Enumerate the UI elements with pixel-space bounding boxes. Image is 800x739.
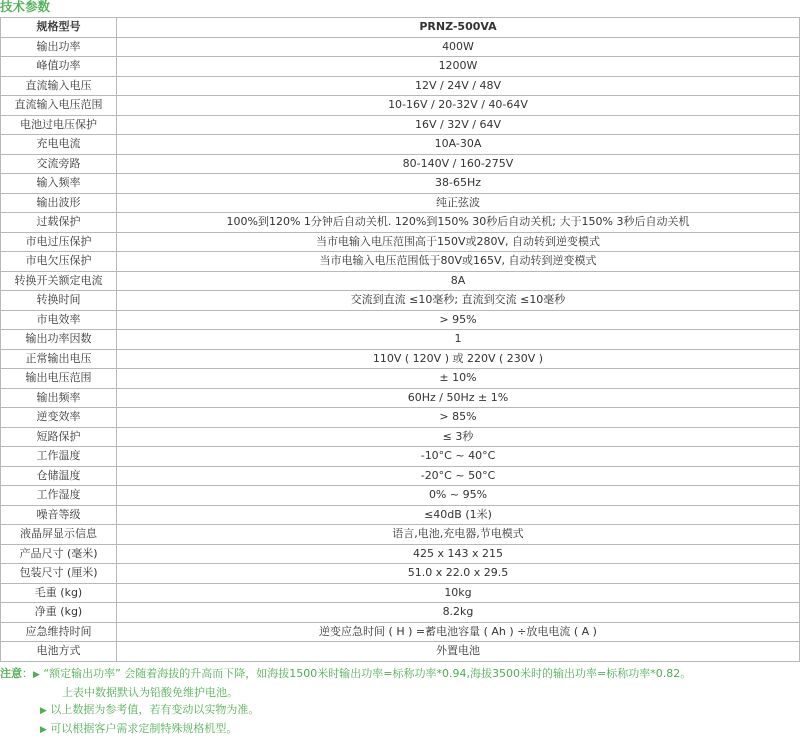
spec-label: 工作温度 [1, 447, 117, 467]
spec-value: 当市电输入电压范围低于80V或165V, 自动转到逆变模式 [117, 252, 800, 272]
table-row [1, 135, 800, 155]
spec-label: 应急维持时间 [1, 622, 117, 642]
table-row [1, 388, 800, 408]
spec-value: 110V ( 120V ) 或 220V ( 230V ) [117, 349, 800, 369]
spec-value: 100%到120% 1分钟后自动关机. 120%到150% 30秒后自动关机; 大于150% 3秒后自动关机 [117, 213, 800, 233]
spec-label: 仓储温度 [1, 466, 117, 486]
spec-label: 市电效率 [1, 310, 117, 330]
table-row [1, 115, 800, 135]
table-row [1, 174, 800, 194]
spec-value: 当市电输入电压范围高于150V或280V, 自动转到逆变模式 [117, 232, 800, 252]
spec-label: 液晶屏显示信息 [1, 525, 117, 545]
spec-label: 逆变效率 [1, 408, 117, 428]
table-row [1, 291, 800, 311]
table-row [1, 427, 800, 447]
table-row [1, 252, 800, 272]
table-row [1, 349, 800, 369]
table-row [1, 525, 800, 545]
spec-value: -20°C ~ 50°C [117, 466, 800, 486]
spec-label: 工作湿度 [1, 486, 117, 506]
spec-value: 交流到直流 ≤10毫秒; 直流到交流 ≤10毫秒 [117, 291, 800, 311]
table-row [1, 544, 800, 564]
spec-label: 过载保护 [1, 213, 117, 233]
table-row [1, 271, 800, 291]
spec-value: -10°C ~ 40°C [117, 447, 800, 467]
note-line-4 [0, 720, 800, 739]
note-separator: ： [22, 667, 33, 680]
notes-block [0, 665, 800, 739]
spec-label: 短路保护 [1, 427, 117, 447]
spec-label: 输出功率因数 [1, 330, 117, 350]
spec-label: 输入频率 [1, 174, 117, 194]
spec-label: 净重 (kg) [1, 603, 117, 623]
spec-value: 1200W [117, 57, 800, 77]
table-row [1, 466, 800, 486]
spec-label: 直流输入电压 [1, 76, 117, 96]
spec-label: 转换时间 [1, 291, 117, 311]
note-text-3: 以上数据为参考值，若有变动以实物为准。 [46, 703, 260, 716]
table-row [1, 96, 800, 116]
spec-value: 语言,电池,充电器,节电模式 [117, 525, 800, 545]
spec-value: 外置电池 [117, 642, 800, 662]
spec-label: 直流输入电压范围 [1, 96, 117, 116]
header-model: PRNZ-500VA [117, 18, 800, 38]
spec-label: 输出频率 [1, 388, 117, 408]
spec-value: 51.0 x 22.0 x 29.5 [117, 564, 800, 584]
spec-label: 市电欠压保护 [1, 252, 117, 272]
header-label: 规格型号 [1, 18, 117, 38]
spec-value: > 95% [117, 310, 800, 330]
spec-value: 400W [117, 37, 800, 57]
spec-value: ≤ 3秒 [117, 427, 800, 447]
spec-label: 输出波形 [1, 193, 117, 213]
table-row [1, 310, 800, 330]
spec-label: 峰值功率 [1, 57, 117, 77]
note-label: 注意 [0, 667, 22, 680]
spec-label: 正常输出电压 [1, 349, 117, 369]
spec-label: 输出电压范围 [1, 369, 117, 389]
section-title: 技术参数 [0, 0, 51, 14]
table-row [1, 330, 800, 350]
table-row [1, 193, 800, 213]
spec-table [0, 17, 800, 662]
note-line-1 [0, 665, 800, 684]
spec-value: 425 x 143 x 215 [117, 544, 800, 564]
note-text-4: 可以根据客户需求定制特殊规格机型。 [46, 722, 238, 735]
spec-value: 逆变应急时间 ( H ) =蓄电池容量 ( Ah ) ÷放电电流 ( A ) [117, 622, 800, 642]
arrow-icon: ▶ [40, 706, 47, 716]
note-line-2 [0, 684, 800, 701]
spec-value: 60Hz / 50Hz ± 1% [117, 388, 800, 408]
table-row [1, 408, 800, 428]
spec-label: 噪音等级 [1, 505, 117, 525]
spec-value: 0% ~ 95% [117, 486, 800, 506]
spec-label: 交流旁路 [1, 154, 117, 174]
spec-value: 10A-30A [117, 135, 800, 155]
spec-label: 市电过压保护 [1, 232, 117, 252]
spec-value: ± 10% [117, 369, 800, 389]
table-row [1, 154, 800, 174]
spec-value: 8A [117, 271, 800, 291]
spec-value: 10kg [117, 583, 800, 603]
spec-value: > 85% [117, 408, 800, 428]
spec-value: 1 [117, 330, 800, 350]
table-row [1, 583, 800, 603]
table-row [1, 564, 800, 584]
table-row [1, 642, 800, 662]
spec-value: 10-16V / 20-32V / 40-64V [117, 96, 800, 116]
table-row [1, 603, 800, 623]
spec-value: 38-65Hz [117, 174, 800, 194]
table-row [1, 505, 800, 525]
spec-value: 纯正弦波 [117, 193, 800, 213]
table-row [1, 76, 800, 96]
table-row [1, 57, 800, 77]
spec-label: 输出功率 [1, 37, 117, 57]
spec-value: 80-140V / 160-275V [117, 154, 800, 174]
table-row [1, 213, 800, 233]
spec-label: 电池过电压保护 [1, 115, 117, 135]
note-text-1: “额定输出功率” 会随着海拔的升高而下降，如海拔1500米时输出功率=标称功率*0.94,海拔3500米时的输出功率=标称功率*0.82。 [39, 667, 692, 680]
spec-label: 包装尺寸 (厘米) [1, 564, 117, 584]
arrow-icon: ▶ [40, 725, 47, 735]
spec-label: 充电电流 [1, 135, 117, 155]
table-row [1, 232, 800, 252]
table-row [1, 37, 800, 57]
spec-label: 电池方式 [1, 642, 117, 662]
table-row [1, 369, 800, 389]
table-row [1, 622, 800, 642]
spec-value: 16V / 32V / 64V [117, 115, 800, 135]
spec-value: ≤40dB (1米) [117, 505, 800, 525]
spec-label: 转换开关额定电流 [1, 271, 117, 291]
table-row [1, 447, 800, 467]
table-row [1, 486, 800, 506]
spec-value: 8.2kg [117, 603, 800, 623]
spec-label: 毛重 (kg) [1, 583, 117, 603]
table-header-row [1, 18, 800, 38]
spec-value: 12V / 24V / 48V [117, 76, 800, 96]
note-text-2: 上表中数据默认为铅酸免维护电池。 [62, 686, 238, 699]
arrow-icon: ▶ [33, 670, 40, 680]
note-line-3 [0, 701, 800, 720]
spec-label: 产品尺寸 (毫米) [1, 544, 117, 564]
